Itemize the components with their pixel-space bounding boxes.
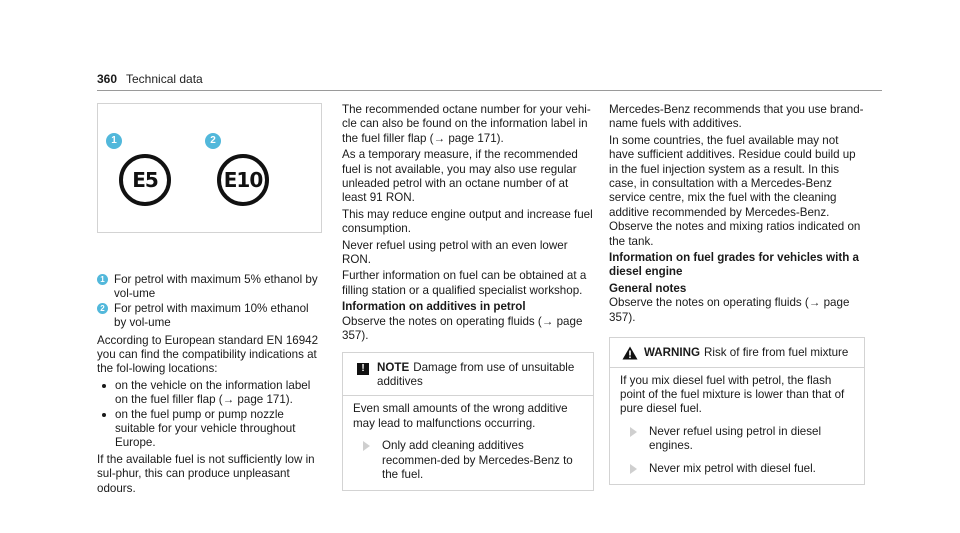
note-action-text: Only add cleaning additives recommen-ded by Mercedes-Benz to the fuel.: [382, 439, 573, 481]
warning-body-text: If you mix diesel fuel with petrol, the flash point of the fuel mixture is lower than that of pure diesel fuel.: [620, 373, 845, 416]
additives-heading: Information on additives in petrol: [342, 300, 526, 314]
warning-triangle-icon: [622, 346, 638, 360]
column-1: [97, 103, 322, 498]
diesel-heading: Information on fuel grades for vehicles with a diesel engine: [609, 251, 859, 279]
page-header: [97, 72, 882, 90]
warning-title: WARNING: [644, 346, 701, 360]
warning-title-line: [644, 346, 848, 360]
column-3: [609, 103, 865, 485]
note-body: [343, 396, 593, 490]
legend-badge-1: 1: [97, 274, 108, 285]
bullet-dot: [102, 384, 106, 388]
general-notes-text: Observe the notes on operating fluids (→ page 357).: [609, 296, 850, 324]
bullet-text: on the fuel pump or pump nozzle suitable for your vehicle throughout Europe.: [115, 407, 296, 450]
brand-fuel-paragraph: Mercedes-Benz recommends that you use brand-name fuels with additives.: [609, 103, 864, 131]
warning-action-text: Never mix petrol with diesel fuel.: [649, 461, 816, 475]
output-paragraph: This may reduce engine output and increase fuel consumption.: [342, 207, 593, 236]
note-box: [342, 352, 594, 492]
note-header: [343, 353, 593, 397]
note-title-line: [377, 361, 585, 390]
header-divider: [97, 90, 882, 91]
warning-action: [620, 425, 856, 454]
figure-badge-1: 1: [106, 133, 122, 149]
note-title-text: Damage from use of unsuitable additives: [377, 360, 575, 388]
octane-paragraph: The recommended octane number for your vehi-cle can also be found on the information label in the fuel filler flap (→ page 171).: [342, 103, 591, 145]
lower-ron-paragraph: Never refuel using petrol with an even lower RON.: [342, 238, 568, 267]
further-info-paragraph: Further information on fuel can be obtained at a filling station or a qualified specialist workshop.: [342, 269, 587, 297]
legend-item-2: [97, 302, 322, 331]
warning-body: [610, 368, 864, 484]
bullet-dot: [102, 413, 106, 417]
page-number: 360: [97, 72, 118, 86]
arrow-right-icon: [630, 464, 637, 474]
column-2: [342, 103, 594, 491]
e5-fuel-sign: E5: [119, 154, 171, 206]
legend-text-2: For petrol with maximum 10% ethanol by vol-ume: [114, 301, 309, 330]
warning-action: [620, 462, 856, 476]
temporary-measure-paragraph: As a temporary measure, if the recommended fuel is not available, you may also use regular unleaded petrol with an octane number of at least 91 RON.: [342, 148, 578, 205]
bullet-item: [97, 379, 322, 408]
bullet-text: on the vehicle on the information label on the fuel filler flap (→ page 171).: [115, 378, 311, 407]
fuel-label-figure: [97, 103, 322, 233]
section-title: Technical data: [126, 72, 203, 86]
legend-text-1: For petrol with maximum 5% ethanol by vol-ume: [114, 273, 318, 301]
e10-fuel-sign: E10: [217, 154, 269, 206]
compatibility-intro: According to European standard EN 16942 you can find the compatibility indications at the fol-lowing locations:: [97, 333, 319, 376]
note-body-text: Even small amounts of the wrong additive may lead to malfunctions occurring.: [353, 402, 568, 430]
warning-header: [610, 338, 864, 367]
warning-box: [609, 337, 865, 485]
legend-badge-2: 2: [97, 303, 108, 314]
additives-country-paragraph: In some countries, the fuel available may not have sufficient additives. Residue could build up in the fuel injection system as a result. In this case, in consultation with a Mercedes-Benz service centre, mix the fuel with the cleaning additive recommended by Mercedes-Benz. Observe the notes and mixing ratios indicated on the tank.: [609, 133, 861, 248]
arrow-right-icon: [363, 441, 370, 451]
note-action: [353, 439, 585, 482]
warning-action-text: Never refuel using petrol in diesel engines.: [649, 424, 822, 453]
sulphur-note: If the available fuel is not sufficiently low in sul-phur, this can produce unpleasant odours.: [97, 452, 315, 495]
legend-item-1: [97, 273, 322, 302]
arrow-right-icon: [630, 427, 637, 437]
note-exclamation-icon: !: [357, 363, 369, 375]
warning-title-text: Risk of fire from fuel mixture: [704, 346, 849, 360]
note-title: NOTE: [377, 360, 410, 374]
general-notes-heading: General notes: [609, 281, 687, 295]
figure-badge-2: 2: [205, 133, 221, 149]
bullet-item: [97, 408, 322, 451]
additives-text: Observe the notes on operating fluids (→ page 357).: [342, 314, 583, 343]
